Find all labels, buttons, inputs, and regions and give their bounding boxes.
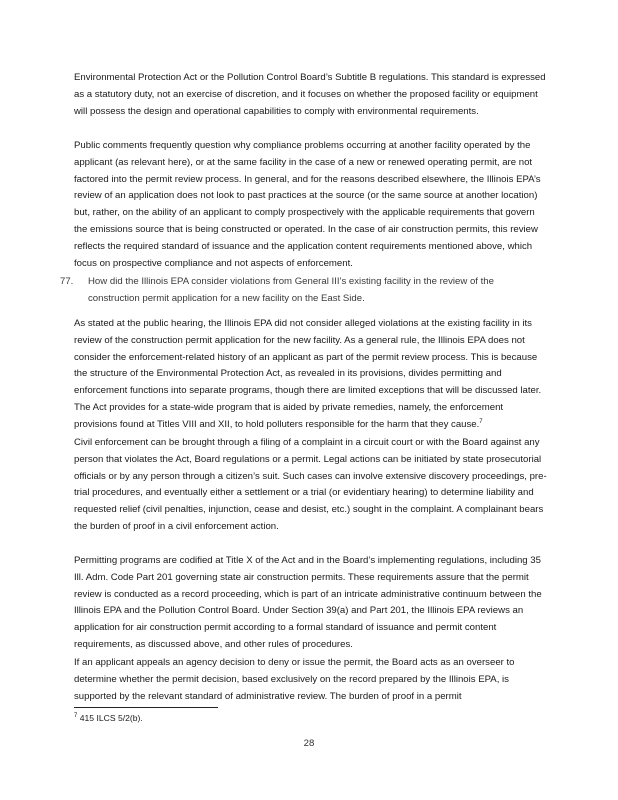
page-number: 28	[303, 738, 315, 749]
paragraph-5: Permitting programs are codified at Title X of the Act and in the Board’s implementing regulations, including 35 Ill. Adm. Code Part 201 governing state air construction permits. These requirements assure that the permit review is conducted as a record proceeding, which is part of an intricate administrative continuum between the Illinois EPA and the Pollution Control Board. Under Section 39(a) and Part 201, the Illinois EPA reviews an application for air construction permit according to a formal standard of issuance and permit content requirements, as discussed above, and other rules of procedures.	[74, 555, 542, 650]
footnote-reference: 7	[479, 418, 483, 425]
footnote-divider	[74, 707, 218, 708]
question-number: 77.	[60, 276, 74, 287]
footnote	[74, 711, 143, 725]
paragraph-2: Public comments frequently question why compliance problems occurring at another facility operated by the applicant (as relevant here), or at the same facility in the case of a new or renewed operating permit, are not factored into the permit review process. In general, and for the reasons described elsewhere, the Illinois EPA’s review of an application does not look to past practices at the source (or the same source at another location) but, rather, on the ability of an applicant to comply prospectively with the applicable requirements that govern the emissions source that is being constructed or operated. In the case of air construction permits, this review reflects the required standard of issuance and the application content requirements mentioned above, which focus on prospective compliance and not aspects of enforcement.	[74, 140, 541, 269]
paragraph-3	[74, 316, 548, 434]
paragraph-6: If an applicant appeals an agency decision to deny or issue the permit, the Board acts as an overseer to determine whether the permit decision, based exclusively on the record prepared by the Illinois EPA, is supported by the relevant standard of administrative review. The burden of proof in a permit	[74, 657, 515, 702]
question-text: How did the Illinois EPA consider violations from General III’s existing facility in the review of the construction permit application for a new facility on the East Side.	[88, 276, 494, 304]
paragraph-3-text: As stated at the public hearing, the Illinois EPA did not consider alleged violations at the existing facility in its review of the construction permit application for the new facility. As a general rule, the Illinois EPA does not consider the enforcement-related history of an applicant as part of the permit review process. This is because the structure of the Environmental Protection Act, as revealed in its provisions, divides permitting and enforcement functions into separate programs, though there are limited exceptions that will be discussed later. The Act provides for a state-wide program that is aided by private remedies, namely, the enforcement provisions found at Titles VIII and XII, to hold polluters responsible for the harm that they cause.	[74, 318, 542, 430]
footnote-text: 415 ILCS 5/2(b).	[79, 713, 143, 723]
question-77	[0, 274, 618, 308]
paragraph-4: Civil enforcement can be brought through a filing of a complaint in a circuit court or with the Board against any person that violates the Act, Board regulations or a permit. Legal actions can be initiated by state prosecutorial officials or by any person through a citizen’s suit. Such cases can involve extensive discovery proceedings, pre-trial procedures, and eventually either a settlement or a trial (or evidentiary hearing) to determine liability and requested relief (civil penalties, injunction, cease and desist, etc.) sought in the complaint. A complainant bears the burden of proof in a civil enforcement action.	[74, 437, 547, 532]
paragraph-1: Environmental Protection Act or the Pollution Control Board’s Subtitle B regulations. This standard is expressed as a statutory duty, not an exercise of discretion, and it focuses on whether the proposed facility or equipment will possess the design and operational capabilities to comply with environmental requirements.	[74, 72, 546, 117]
footnote-marker: 7	[74, 713, 78, 720]
